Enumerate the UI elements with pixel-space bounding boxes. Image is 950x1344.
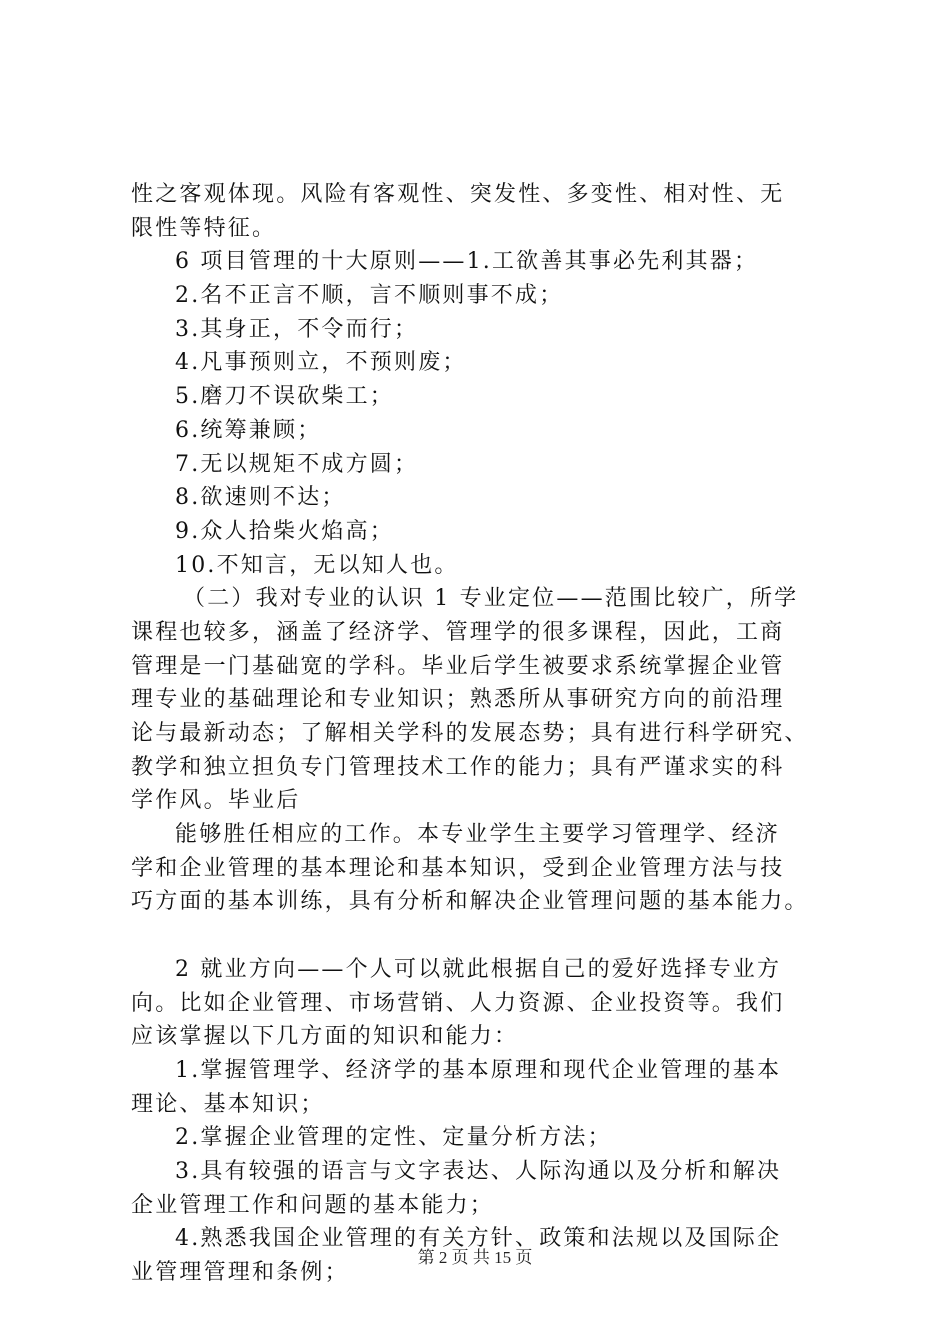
text-line: 性之客观体现。风险有客观性、突发性、多变性、相对性、无: [131, 182, 785, 207]
text-line: 2.名不正言不顺，言不顺则事不成；: [175, 283, 564, 309]
paragraph-gap: [131, 919, 831, 953]
text-line: 6 项目管理的十大原则——1.工欲善其事必先利其器；: [175, 249, 759, 275]
text-line: 限性等特征。: [131, 215, 277, 241]
text-line: 4.熟悉我国企业管理的有关方针、政策和法规以及国际企: [175, 1226, 782, 1252]
text-line: 理论、基本知识；: [131, 1091, 325, 1117]
text-line: 2 就业方向——个人可以就此根据自己的爱好选择专业方: [175, 956, 782, 982]
text-line: 论与最新动态；了解相关学科的发展态势；具有进行科学研究、: [131, 721, 809, 746]
text-line: 向。比如企业管理、市场营销、人力资源、企业投资等。我们: [131, 990, 785, 1016]
page-footer: 第 2 页 共 15 页: [417, 1248, 533, 1267]
text-line: 9.众人拾柴火焰高；: [175, 518, 394, 544]
text-line: 10.不知言，无以知人也。: [175, 552, 459, 578]
text-line: 2.掌握企业管理的定性、定量分析方法；: [175, 1125, 612, 1151]
document-body: [131, 178, 831, 1290]
text-line: 管理是一门基础宽的学科。毕业后学生被要求系统掌握企业管: [131, 653, 785, 679]
text-line: 6.统筹兼顾；: [175, 417, 322, 443]
text-line: 业管理管理和条例；: [131, 1260, 349, 1285]
text-line: 学和企业管理的基本理论和基本知识，受到企业管理方法与技: [131, 855, 785, 881]
text-line: 企业管理工作和问题的基本能力；: [131, 1192, 495, 1218]
text-line: 能够胜任相应的工作。本专业学生主要学习管理学、经济: [175, 822, 781, 848]
text-line: 教学和独立担负专门管理技术工作的能力；具有严谨求实的科: [131, 754, 785, 780]
text-line: 5.磨刀不误砍柴工；: [175, 384, 394, 410]
text-line: 学作风。毕业后: [131, 788, 301, 814]
text-line: 7.无以规矩不成方圆；: [175, 451, 419, 477]
text-line: 4.凡事预则立，不预则废；: [175, 350, 467, 376]
text-line: 应该掌握以下几方面的知识和能力：: [131, 1024, 519, 1050]
text-line: （二）我对专业的认识 1 专业定位——范围比较广，所学: [183, 586, 799, 612]
text-line: 课程也较多，涵盖了经济学、管理学的很多课程，因此，工商: [131, 619, 785, 645]
text-line: 3.其身正，不令而行；: [175, 316, 419, 342]
text-line: 8.欲速则不达；: [175, 485, 346, 511]
text-line: 理专业的基础理论和专业知识；熟悉所从事研究方向的前沿理: [131, 687, 785, 713]
text-line: 巧方面的基本训练，具有分析和解决企业管理问题的基本能力。: [131, 889, 809, 915]
text-line: 1.掌握管理学、经济学的基本原理和现代企业管理的基本: [175, 1057, 782, 1083]
text-line: 3.具有较强的语言与文字表达、人际沟通以及分析和解决: [175, 1158, 782, 1184]
